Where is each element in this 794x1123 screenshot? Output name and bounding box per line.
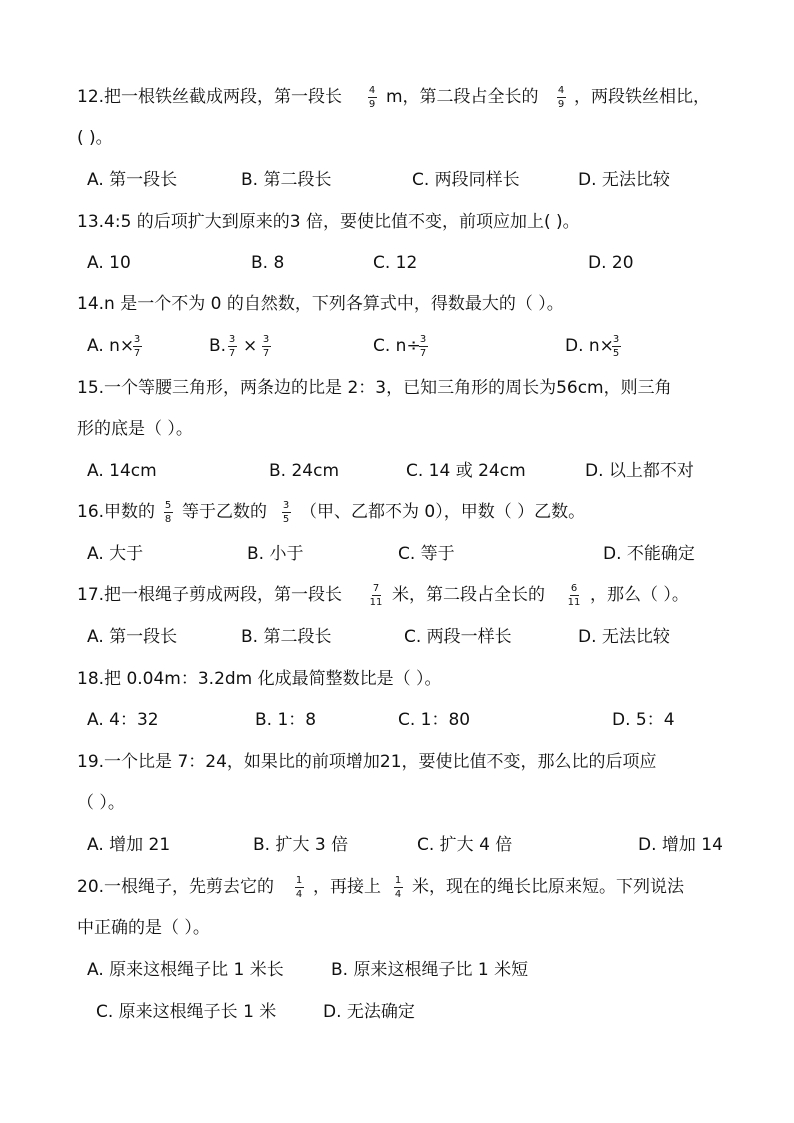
option-a[interactable]: A. 原来这根绳子比 1 米长 [87,960,284,980]
question-19-stem: 19.一个比是 7：24，如果比的前项增加21，要使比值不变，那么比的后项应 [77,752,657,772]
option-c[interactable]: C. n÷ [373,336,421,356]
option-d[interactable]: D. 5：4 [612,710,675,730]
question-13-stem: 13.4:5 的后项扩大到原来的3 倍，要使比值不变，前项应加上( )。 [77,212,580,232]
question-17-options [0,622,794,652]
option-d[interactable]: D. 以上都不对 [585,461,694,481]
option-c[interactable]: C. 1：80 [398,710,471,730]
option-d[interactable]: D. 不能确定 [603,544,695,564]
option-b[interactable]: B. 原来这根绳子比 1 米短 [331,960,529,980]
fraction: 6 11 [567,582,581,608]
question-20-stem: 20.一根绳子，先剪去它的 1 4 ，再接上 1 4 米，现在的绳长比原来短。下列说法 [0,872,794,902]
option-b[interactable]: B. 第二段长 [241,170,332,190]
option-b[interactable]: B. 小于 [247,544,304,564]
fraction: 3 7 [262,333,270,359]
question-14-stem: 14.n 是一个不为 0 的自然数，下列各算式中，得数最大的（ ）。 [77,294,564,314]
fraction: 3 7 [133,333,141,359]
fraction: 3 7 [419,333,427,359]
option-d[interactable]: D. 无法比较 [578,627,670,647]
option-a[interactable]: A. 4：32 [87,710,159,730]
option-b[interactable]: B. 第二段长 [241,627,332,647]
question-12-stem-cont: ( )。 [77,128,113,148]
question-15-stem-cont: 形的底是（ ）。 [77,419,193,439]
question-16-stem: 16.甲数的 5 8 等于乙数的 3 5 （甲、乙都不为 0），甲数（ ）乙数。 [0,497,794,527]
option-c[interactable]: C. 两段同样长 [412,170,520,190]
option-c[interactable]: C. 两段一样长 [404,627,512,647]
option-a[interactable]: A. 第一段长 [87,170,178,190]
question-13-options [0,248,794,278]
question-15-options [0,456,794,486]
fraction: 1 4 [295,874,303,900]
fraction: 7 11 [369,582,383,608]
option-c[interactable]: C. 原来这根绳子长 1 米 [96,1002,277,1022]
option-b[interactable]: B. 24cm [269,461,340,481]
option-d[interactable]: D. 无法比较 [578,170,670,190]
question-14-options: A. n× 3 7 B. 3 7 × 3 7 C. n÷ 3 7 D. n× 3 5 [0,331,794,361]
fraction: 3 7 [228,333,236,359]
question-17-stem: 17.把一根绳子剪成两段，第一段长 7 11 米，第二段占全长的 6 11 ，那么（ ）。 [0,580,794,610]
option-c[interactable]: C. 等于 [398,544,455,564]
fraction: 3 5 [282,499,290,525]
option-b[interactable]: B. 1：8 [255,710,317,730]
option-a[interactable]: A. 增加 21 [87,835,171,855]
option-a[interactable]: A. 第一段长 [87,627,178,647]
option-b[interactable]: B. [209,336,227,356]
option-b[interactable]: B. 8 [251,253,285,273]
option-d[interactable]: D. 无法确定 [323,1002,415,1022]
option-a[interactable]: A. n× [87,336,135,356]
option-c[interactable]: C. 12 [373,253,418,273]
question-20-options-row1 [0,955,794,985]
option-d[interactable]: D. 增加 14 [638,835,723,855]
option-a[interactable]: A. 大于 [87,544,144,564]
fraction: 3 5 [612,333,620,359]
option-a[interactable]: A. 10 [87,253,131,273]
option-d[interactable]: D. 20 [588,253,634,273]
question-12-options [0,165,794,195]
fraction: 5 8 [164,499,172,525]
question-16-options [0,539,794,569]
question-18-options [0,705,794,735]
question-19-options [0,830,794,860]
option-a[interactable]: A. 14cm [87,461,157,481]
fraction: 4 9 [368,84,376,110]
fraction: 1 4 [394,874,402,900]
question-18-stem: 18.把 0.04m：3.2dm 化成最简整数比是（ ）。 [77,669,442,689]
option-d[interactable]: D. n× [565,336,614,356]
question-19-stem-cont: （ ）。 [77,793,125,813]
option-c[interactable]: C. 14 或 24cm [406,461,526,481]
question-20-stem-cont: 中正确的是（ ）。 [77,918,210,938]
question-15-stem: 15.一个等腰三角形，两条边的比是 2：3，已知三角形的周长为56cm，则三角 [77,378,672,398]
option-b[interactable]: B. 扩大 3 倍 [253,835,349,855]
question-12-stem: 12.把一根铁丝截成两段，第一段长 4 9 m，第二段占全长的 4 9 ，两段铁丝相比， [0,82,794,112]
option-c[interactable]: C. 扩大 4 倍 [417,835,513,855]
fraction: 4 9 [557,84,565,110]
question-20-options-row2 [0,997,794,1027]
